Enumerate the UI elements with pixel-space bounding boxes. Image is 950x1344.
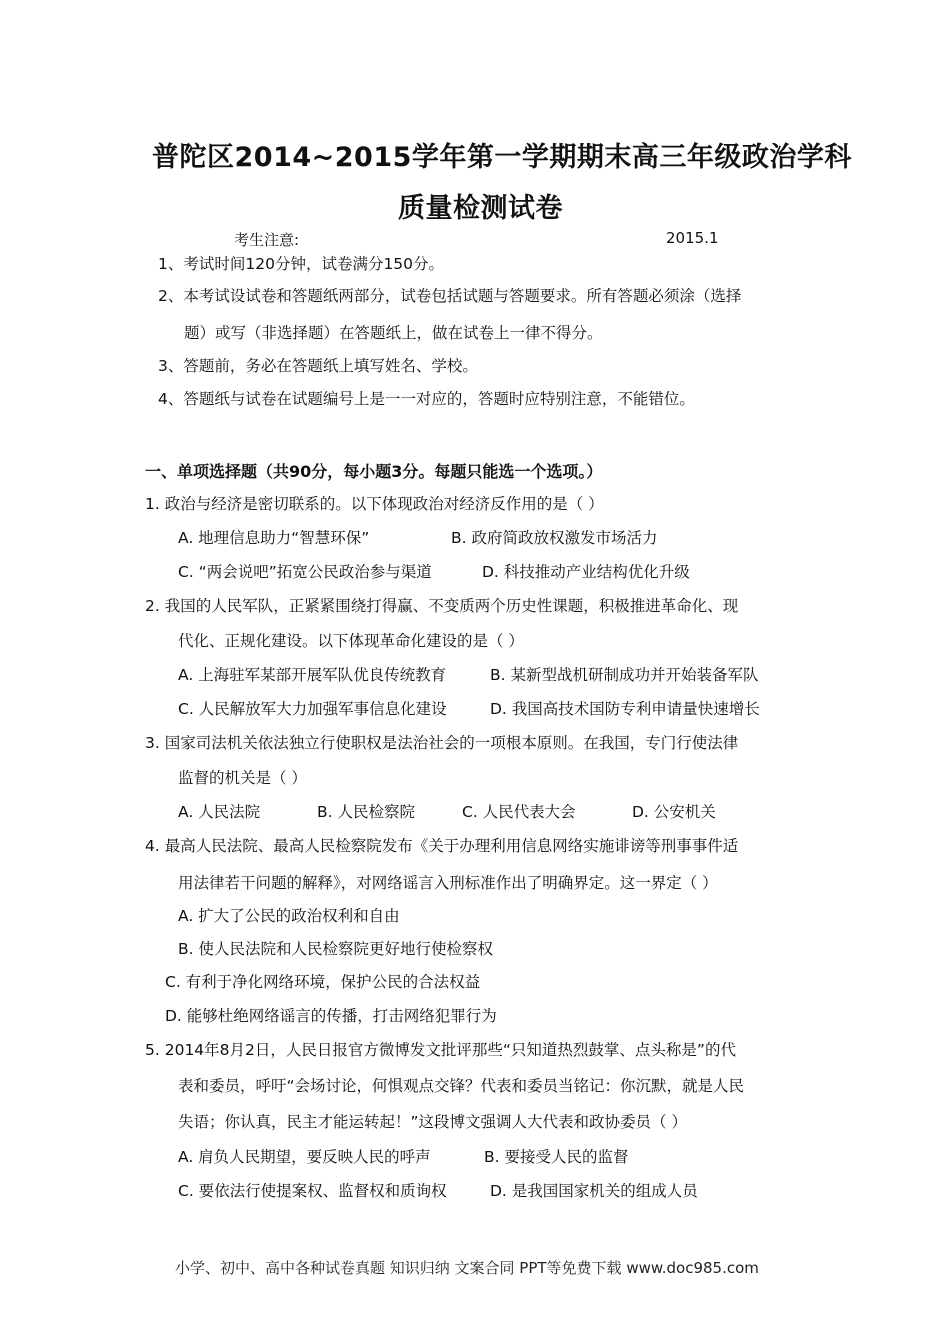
- question-option: C. 人民代表大会: [462, 803, 576, 821]
- page-title: 普陀区2014~2015学年第一学期期末高三年级政治学科: [152, 142, 852, 173]
- question-stem-continued: 监督的机关是（ ）: [178, 769, 307, 787]
- question-option: D. 科技推动产业结构优化升级: [482, 563, 690, 581]
- notice-item: 2、本考试设试卷和答题纸两部分，试卷包括试题与答题要求。所有答题必须涂（选择: [158, 287, 742, 305]
- question-option: A. 人民法院: [178, 803, 261, 821]
- question-option: B. 人民检察院: [317, 803, 415, 821]
- page-subtitle: 质量检测试卷: [398, 193, 563, 224]
- question-option: D. 能够杜绝网络谣言的传播，打击网络犯罪行为: [165, 1007, 497, 1025]
- question-option: B. 使人民法院和人民检察院更好地行使检察权: [178, 940, 493, 958]
- question-option: A. 地理信息助力“智慧环保”: [178, 529, 370, 547]
- question-stem: 5. 2014年8月2日，人民日报官方微博发文批评那些“只知道热烈鼓掌、点头称是”的代: [145, 1041, 736, 1059]
- question-option: D. 是我国国家机关的组成人员: [490, 1182, 698, 1200]
- question-stem-continued: 用法律若干问题的解释》，对网络谣言入刑标准作出了明确界定。这一界定（ ）: [178, 874, 718, 892]
- question-option: B. 某新型战机研制成功并开始装备军队: [490, 666, 759, 684]
- question-option: B. 政府简政放权激发市场活力: [451, 529, 658, 547]
- question-stem-continued: 表和委员，呼吁“会场讨论，何惧观点交锋？代表和委员当铭记：你沉默，就是人民: [178, 1077, 745, 1095]
- notice-item: 1、考试时间120分钟，试卷满分150分。: [158, 255, 445, 273]
- notice-label: 考生注意:: [234, 231, 300, 249]
- section-heading: 一、单项选择题（共90分，每小题3分。每题只能选一个选项。）: [145, 462, 603, 481]
- exam-date: 2015.1: [666, 229, 719, 247]
- question-option: C. 有利于净化网络环境，保护公民的合法权益: [165, 973, 481, 991]
- question-option: B. 要接受人民的监督: [484, 1148, 629, 1166]
- question-option: D. 我国高技术国防专利申请量快速增长: [490, 700, 760, 718]
- notice-item: 4、答题纸与试卷在试题编号上是一一对应的，答题时应特别注意，不能错位。: [158, 390, 695, 408]
- question-stem-continued: 失语；你认真，民主才能运转起！”这段博文强调人大代表和政协委员（ ）: [178, 1113, 687, 1131]
- question-stem: 1. 政治与经济是密切联系的。以下体现政治对经济反作用的是（ ）: [145, 495, 604, 513]
- question-option: A. 扩大了公民的政治权利和自由: [178, 907, 400, 925]
- question-stem-continued: 代化、正规化建设。以下体现革命化建设的是（ ）: [178, 632, 524, 650]
- page-footer: 小学、初中、高中各种试卷真题 知识归纳 文案合同 PPT等免费下载 www.doc985.com: [175, 1259, 759, 1277]
- notice-item: 题）或写（非选择题）在答题纸上，做在试卷上一律不得分。: [184, 324, 603, 342]
- question-option: A. 上海驻军某部开展军队优良传统教育: [178, 666, 447, 684]
- question-stem: 3. 国家司法机关依法独立行使职权是法治社会的一项根本原则。在我国，专门行使法律: [145, 734, 739, 752]
- question-option: C. 人民解放军大力加强军事信息化建设: [178, 700, 447, 718]
- question-stem: 4. 最高人民法院、最高人民检察院发布《关于办理利用信息网络实施诽谤等刑事事件适: [145, 837, 739, 855]
- question-stem: 2. 我国的人民军队，正紧紧围绕打得赢、不变质两个历史性课题，积极推进革命化、现: [145, 597, 739, 615]
- question-option: A. 肩负人民期望，要反映人民的呼声: [178, 1148, 431, 1166]
- notice-item: 3、答题前，务必在答题纸上填写姓名、学校。: [158, 357, 478, 375]
- question-option: C. “两会说吧”拓宽公民政治参与渠道: [178, 563, 432, 581]
- question-option: C. 要依法行使提案权、监督权和质询权: [178, 1182, 447, 1200]
- question-option: D. 公安机关: [632, 803, 716, 821]
